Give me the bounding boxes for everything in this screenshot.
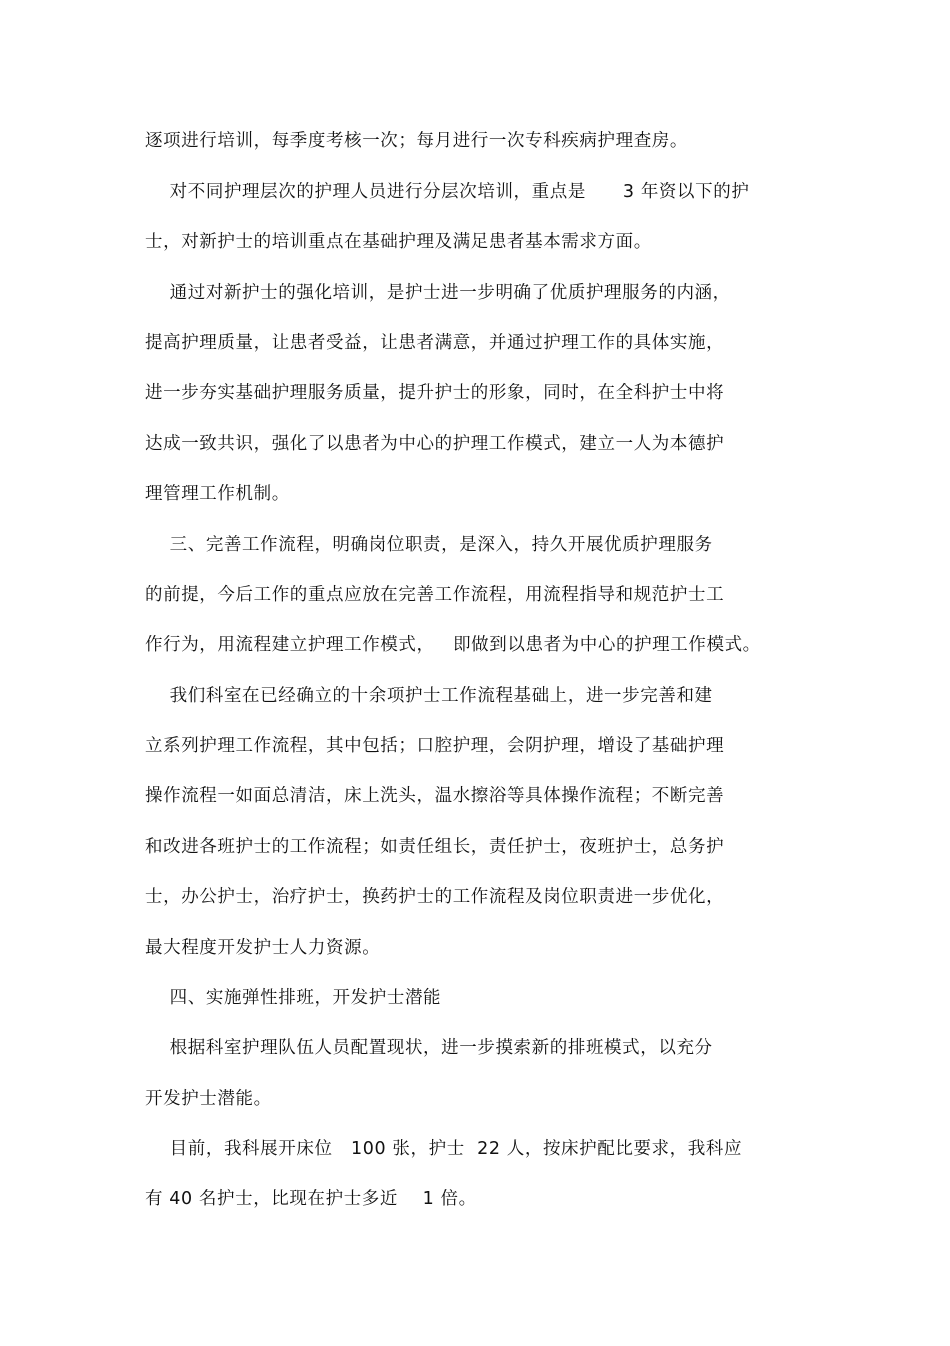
text-line: 有 40 名护士，比现在护士多近 1 倍。 [145,1189,477,1209]
text-line: 理管理工作机制。 [145,484,290,504]
text-line: 最大程度开发护士人力资源。 [145,938,381,958]
text-line: 我们科室在已经确立的十余项护士工作流程基础上，进一步完善和建 [145,686,713,706]
text-line: 和改进各班护士的工作流程；如责任组长，责任护士，夜班护士，总务护 [145,837,725,857]
text-line: 达成一致共识，强化了以患者为中心的护理工作模式，建立一人为本德护 [145,434,725,454]
text-line: 进一步夯实基础护理服务质量，提升护士的形象，同时，在全科护士中将 [145,383,725,403]
text-line: 立系列护理工作流程，其中包括；口腔护理，会阴护理，增设了基础护理 [145,736,725,756]
text-line: 逐项进行培训，每季度考核一次；每月进行一次专科疾病护理查房。 [145,131,688,151]
text-line: 作行为，用流程建立护理工作模式， 即做到以患者为中心的护理工作模式。 [145,635,761,655]
text-line: 士，对新护士的培训重点在基础护理及满足患者基本需求方面。 [145,232,652,252]
text-line: 通过对新护士的强化培训，是护士进一步明确了优质护理服务的内涵， [145,283,731,303]
text-line: 对不同护理层次的护理人员进行分层次培训，重点是 3 年资以下的护 [145,182,750,202]
text-line: 士，办公护士，治疗护士，换药护士的工作流程及岗位职责进一步优化， [145,887,725,907]
text-line: 三、完善工作流程，明确岗位职责，是深入，持久开展优质护理服务 [145,535,713,555]
text-line: 目前，我科展开床位 100 张，护士 22 人，按床护配比要求，我科应 [145,1139,743,1159]
text-line: 根据科室护理队伍人员配置现状，进一步摸索新的排班模式，以充分 [145,1038,713,1058]
text-line: 操作流程一如面总清洁，床上洗头，温水擦浴等具体操作流程；不断完善 [145,786,725,806]
text-line: 开发护士潜能。 [145,1089,272,1109]
text-line: 的前提，今后工作的重点应放在完善工作流程，用流程指导和规范护士工 [145,585,725,605]
text-line: 提高护理质量，让患者受益，让患者满意，并通过护理工作的具体实施， [145,333,725,353]
text-line: 四、实施弹性排班，开发护士潜能 [145,988,442,1008]
